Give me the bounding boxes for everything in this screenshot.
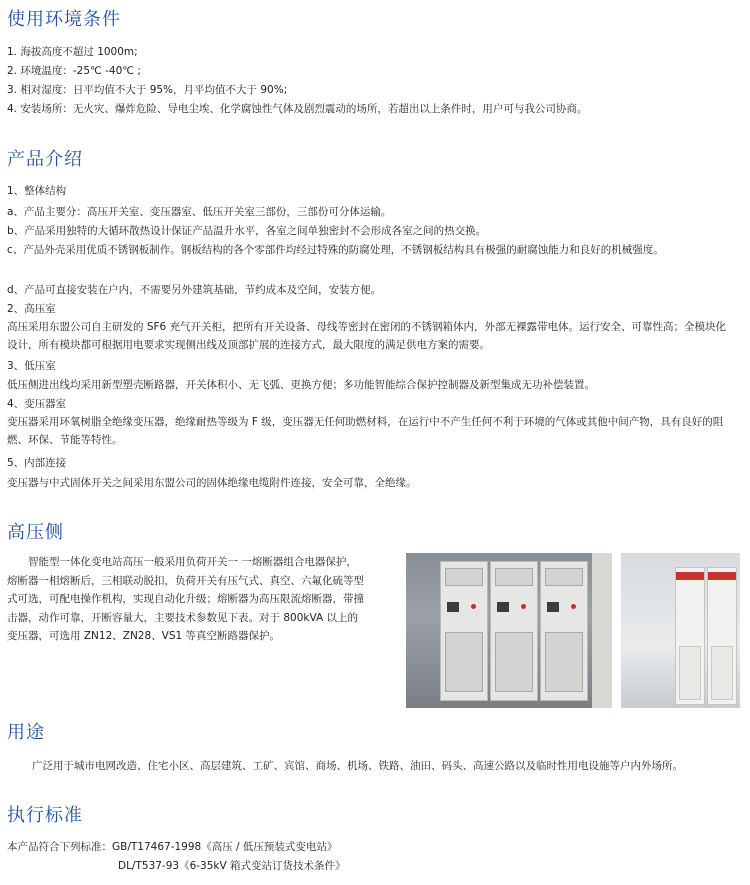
- switchgear-photo-1: [406, 553, 612, 708]
- intro-line: b、产品采用独特的大循环散热设计保证产品温升水平，各室之间单独密封不会形成各室之间的热交换。: [7, 225, 487, 237]
- section-title-standard: 执行标准: [7, 805, 83, 826]
- intro-line: 5、内部连接: [7, 457, 67, 469]
- intro-line: 低压侧进出线均采用新型塑壳断路器，开关体积小、无飞弧、更换方便；多功能智能综合保护控制器及新型集成无功补偿装置。: [7, 379, 595, 391]
- intro-line: d、产品可直接安装在户内，不需要另外建筑基础，节约成本及空间，安装方便。: [7, 284, 382, 296]
- section-title-env: 使用环境条件: [7, 9, 121, 30]
- intro-line: 1、整体结构: [7, 185, 67, 197]
- section-title-usage: 用途: [7, 722, 45, 743]
- intro-line: 高压采用东盟公司自主研发的 SF6 充气开关柜，把所有开关设备、母线等密封在密闭的不锈钢箱体内，外部无裸露带电体。运行安全、可靠性高；全模块化设计，所有模块都可根据用电要求实现侧出线及顶部扩展的连接方式，最大限度的满足供电方案的需要。: [7, 321, 727, 351]
- intro-line: 变压器与中式固体开关之间采用东盟公司的固体绝缘电缆附件连接，安全可靠，全绝缘。: [7, 477, 417, 489]
- intro-line: 变压器采用环氧树脂全绝缘变压器，绝缘耐热等级为 F 级，变压器无任何助燃材料，在运行中不产生任何不利于环境的气体或其他中间产物，具有良好的阻燃、环保、节能等特性。: [7, 416, 724, 446]
- standard-line: 本产品符合下列标准：GB/T17467-1998《高压 / 低压预装式变电站》: [7, 841, 338, 853]
- intro-line: c、产品外壳采用优质不锈钢板制作。钢板结构的各个零部件均经过特殊的防腐处理，不锈钢板结构具有极强的耐腐蚀能力和良好的机械强度。: [7, 244, 664, 256]
- switchgear-photo-2: [621, 553, 740, 708]
- section-title-intro: 产品介绍: [7, 149, 83, 170]
- env-item: 4. 安装场所：无火灾、爆炸危险、导电尘埃、化学腐蚀性气体及剧烈震动的场所，若超出以上条件时，用户可与我公司协商。: [7, 103, 588, 115]
- hv-text: 智能型一体化变电站高压一般采用负荷开关一 一熔断器组合电器保护，熔断器一相熔断后，三相联动脱扣，负荷开关有压气式、真空、六氟化硫等型式可选，可配电操作机构，实现自动化升级；熔断器为高压限流熔断器，带撞击器，动作可靠，开断容量大，主要技术参数见下表。对于 800kVA 以上的变压器，可选用 ZN12、ZN28、VS1 等真空断路器保护。: [7, 556, 364, 642]
- intro-line: a、产品主要分：高压开关室、变压器室、低压开关室三部份，三部份可分体运输。: [7, 206, 392, 218]
- intro-line: 2、高压室: [7, 303, 56, 315]
- intro-line: 3、低压室: [7, 360, 56, 372]
- env-item: 3. 相对湿度：日平均值不大于 95%，月平均值不大于 90%;: [7, 84, 288, 96]
- section-title-hv: 高压侧: [7, 522, 64, 543]
- env-item: 1. 海拔高度不超过 1000m;: [7, 46, 138, 58]
- standard-line: DL/T537-93《6-35kV 箱式变站订货技术条件》: [118, 860, 346, 872]
- usage-text: 广泛用于城市电网改造、住宅小区、高层建筑、工矿、宾馆、商场、机场、铁路、油田、码头、高速公路以及临时性用电设施等户内外场所。: [32, 760, 683, 772]
- env-item: 2. 环境温度：-25℃ -40℃ ;: [7, 65, 141, 77]
- intro-line: 4、变压器室: [7, 398, 67, 410]
